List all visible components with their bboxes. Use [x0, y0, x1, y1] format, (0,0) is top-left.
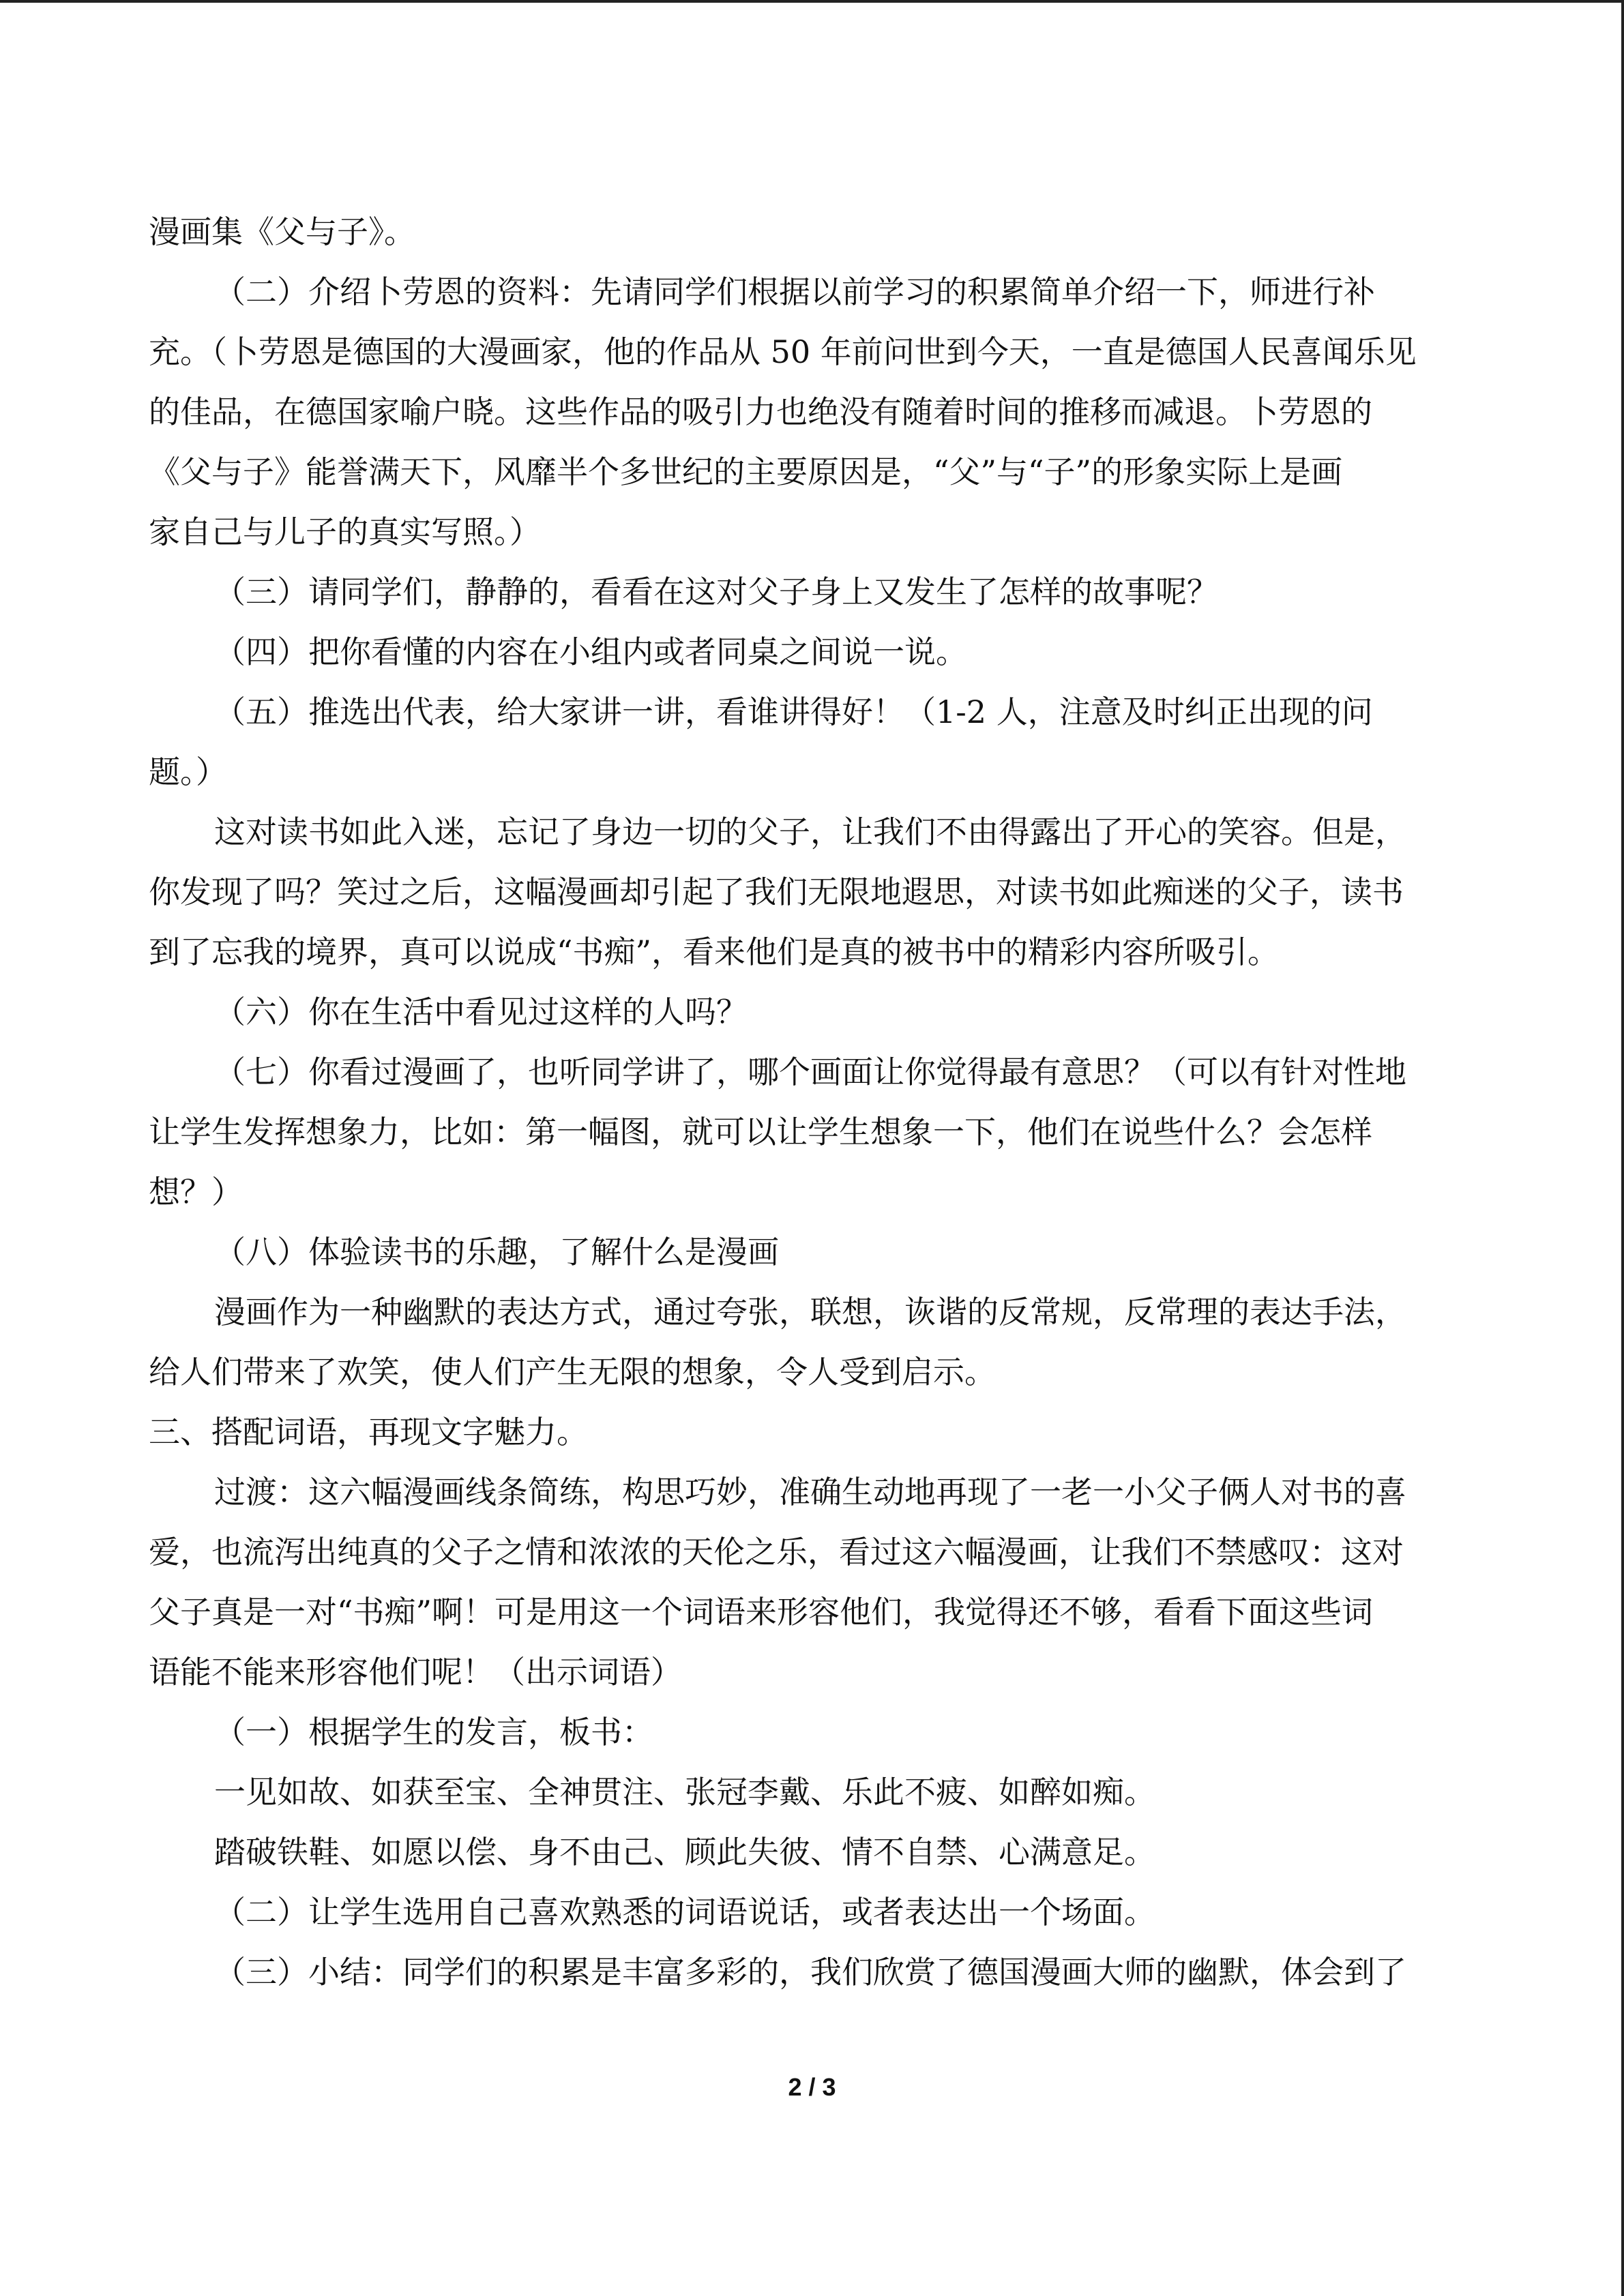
text-line: 语能不能来形容他们呢！（出示词语） — [149, 1654, 682, 1690]
text-line: 想？） — [149, 1174, 243, 1210]
text-line: 充。（卜劳恩是德国的大漫画家，他的作品从 50 年前问世到今天，一直是德国人民喜闻乐见 — [149, 333, 1417, 370]
text-line: （五）推选出代表，给大家讲一讲，看谁讲得好！（1-2 人，注意及时纠正出现的问 — [214, 694, 1373, 730]
text-line: 你发现了吗？笑过之后，这幅漫画却引起了我们无限地遐思，对读书如此痴迷的父子，读书 — [149, 874, 1404, 910]
text-line: （二）让学生选用自己喜欢熟悉的词语说话，或者表达出一个场面。 — [214, 1894, 1155, 1930]
text-line: 家自己与儿子的真实写照。） — [149, 513, 541, 550]
text-line: 爱，也流泻出纯真的父子之情和浓浓的天伦之乐，看过这六幅漫画，让我们不禁感叹：这对 — [149, 1534, 1404, 1570]
text-line: 漫画作为一种幽默的表达方式，通过夸张，联想，诙谐的反常规，反常理的表达手法， — [214, 1294, 1406, 1330]
text-line: 让学生发挥想象力，比如：第一幅图，就可以让学生想象一下，他们在说些什么？会怎样 — [149, 1114, 1372, 1150]
text-line: （二）介绍卜劳恩的资料：先请同学们根据以前学习的积累简单介绍一下，师进行补 — [214, 273, 1375, 310]
text-line: 这对读书如此入迷，忘记了身边一切的父子，让我们不由得露出了开心的笑容。但是， — [214, 814, 1406, 850]
text-line: 一见如故、如获至宝、全神贯注、张冠李戴、乐此不疲、如醉如痴。 — [214, 1774, 1155, 1810]
text-line: 漫画集《父与子》。 — [149, 213, 415, 250]
text-line: （六）你在生活中看见过这样的人吗？ — [214, 994, 748, 1030]
text-line: （三）小结：同学们的积累是丰富多彩的，我们欣赏了德国漫画大师的幽默，体会到了 — [214, 1954, 1406, 1991]
text-line: 《父与子》能誉满天下，风靡半个多世纪的主要原因是，“父”与“子”的形象实际上是画 — [149, 453, 1343, 490]
section-heading: 三、搭配词语，再现文字魅力。 — [149, 1414, 588, 1450]
text-line: （七）你看过漫画了，也听同学讲了，哪个画面让你觉得最有意思？（可以有针对性地 — [214, 1054, 1406, 1090]
page-border-top — [0, 0, 1624, 3]
text-line: 的佳品，在德国家喻户晓。这些作品的吸引力也绝没有随着时间的推移而减退。卜劳恩的 — [149, 393, 1372, 430]
text-line: 题。） — [149, 754, 227, 790]
text-line: （一）根据学生的发言，板书： — [214, 1714, 653, 1750]
page-number: 2 / 3 — [788, 2073, 836, 2101]
page-border-right — [1621, 0, 1624, 2296]
text-line: 踏破铁鞋、如愿以偿、身不由己、顾此失彼、情不自禁、心满意足。 — [214, 1834, 1155, 1870]
text-line: （四）把你看懂的内容在小组内或者同桌之间说一说。 — [214, 633, 967, 670]
text-line: 过渡：这六幅漫画线条简练，构思巧妙，准确生动地再现了一老一小父子俩人对书的喜 — [214, 1474, 1406, 1510]
text-line: （八）体验读书的乐趣，了解什么是漫画 — [214, 1234, 779, 1270]
text-line: 到了忘我的境界，真可以说成“书痴”，看来他们是真的被书中的精彩内容所吸引。 — [149, 934, 1280, 970]
text-line: （三）请同学们，静静的，看看在这对父子身上又发生了怎样的故事呢？ — [214, 573, 1218, 610]
text-line: 父子真是一对“书痴”啊！可是用这一个词语来形容他们，我觉得还不够，看看下面这些词 — [149, 1594, 1374, 1630]
text-line: 给人们带来了欢笑，使人们产生无限的想象，令人受到启示。 — [149, 1354, 996, 1390]
